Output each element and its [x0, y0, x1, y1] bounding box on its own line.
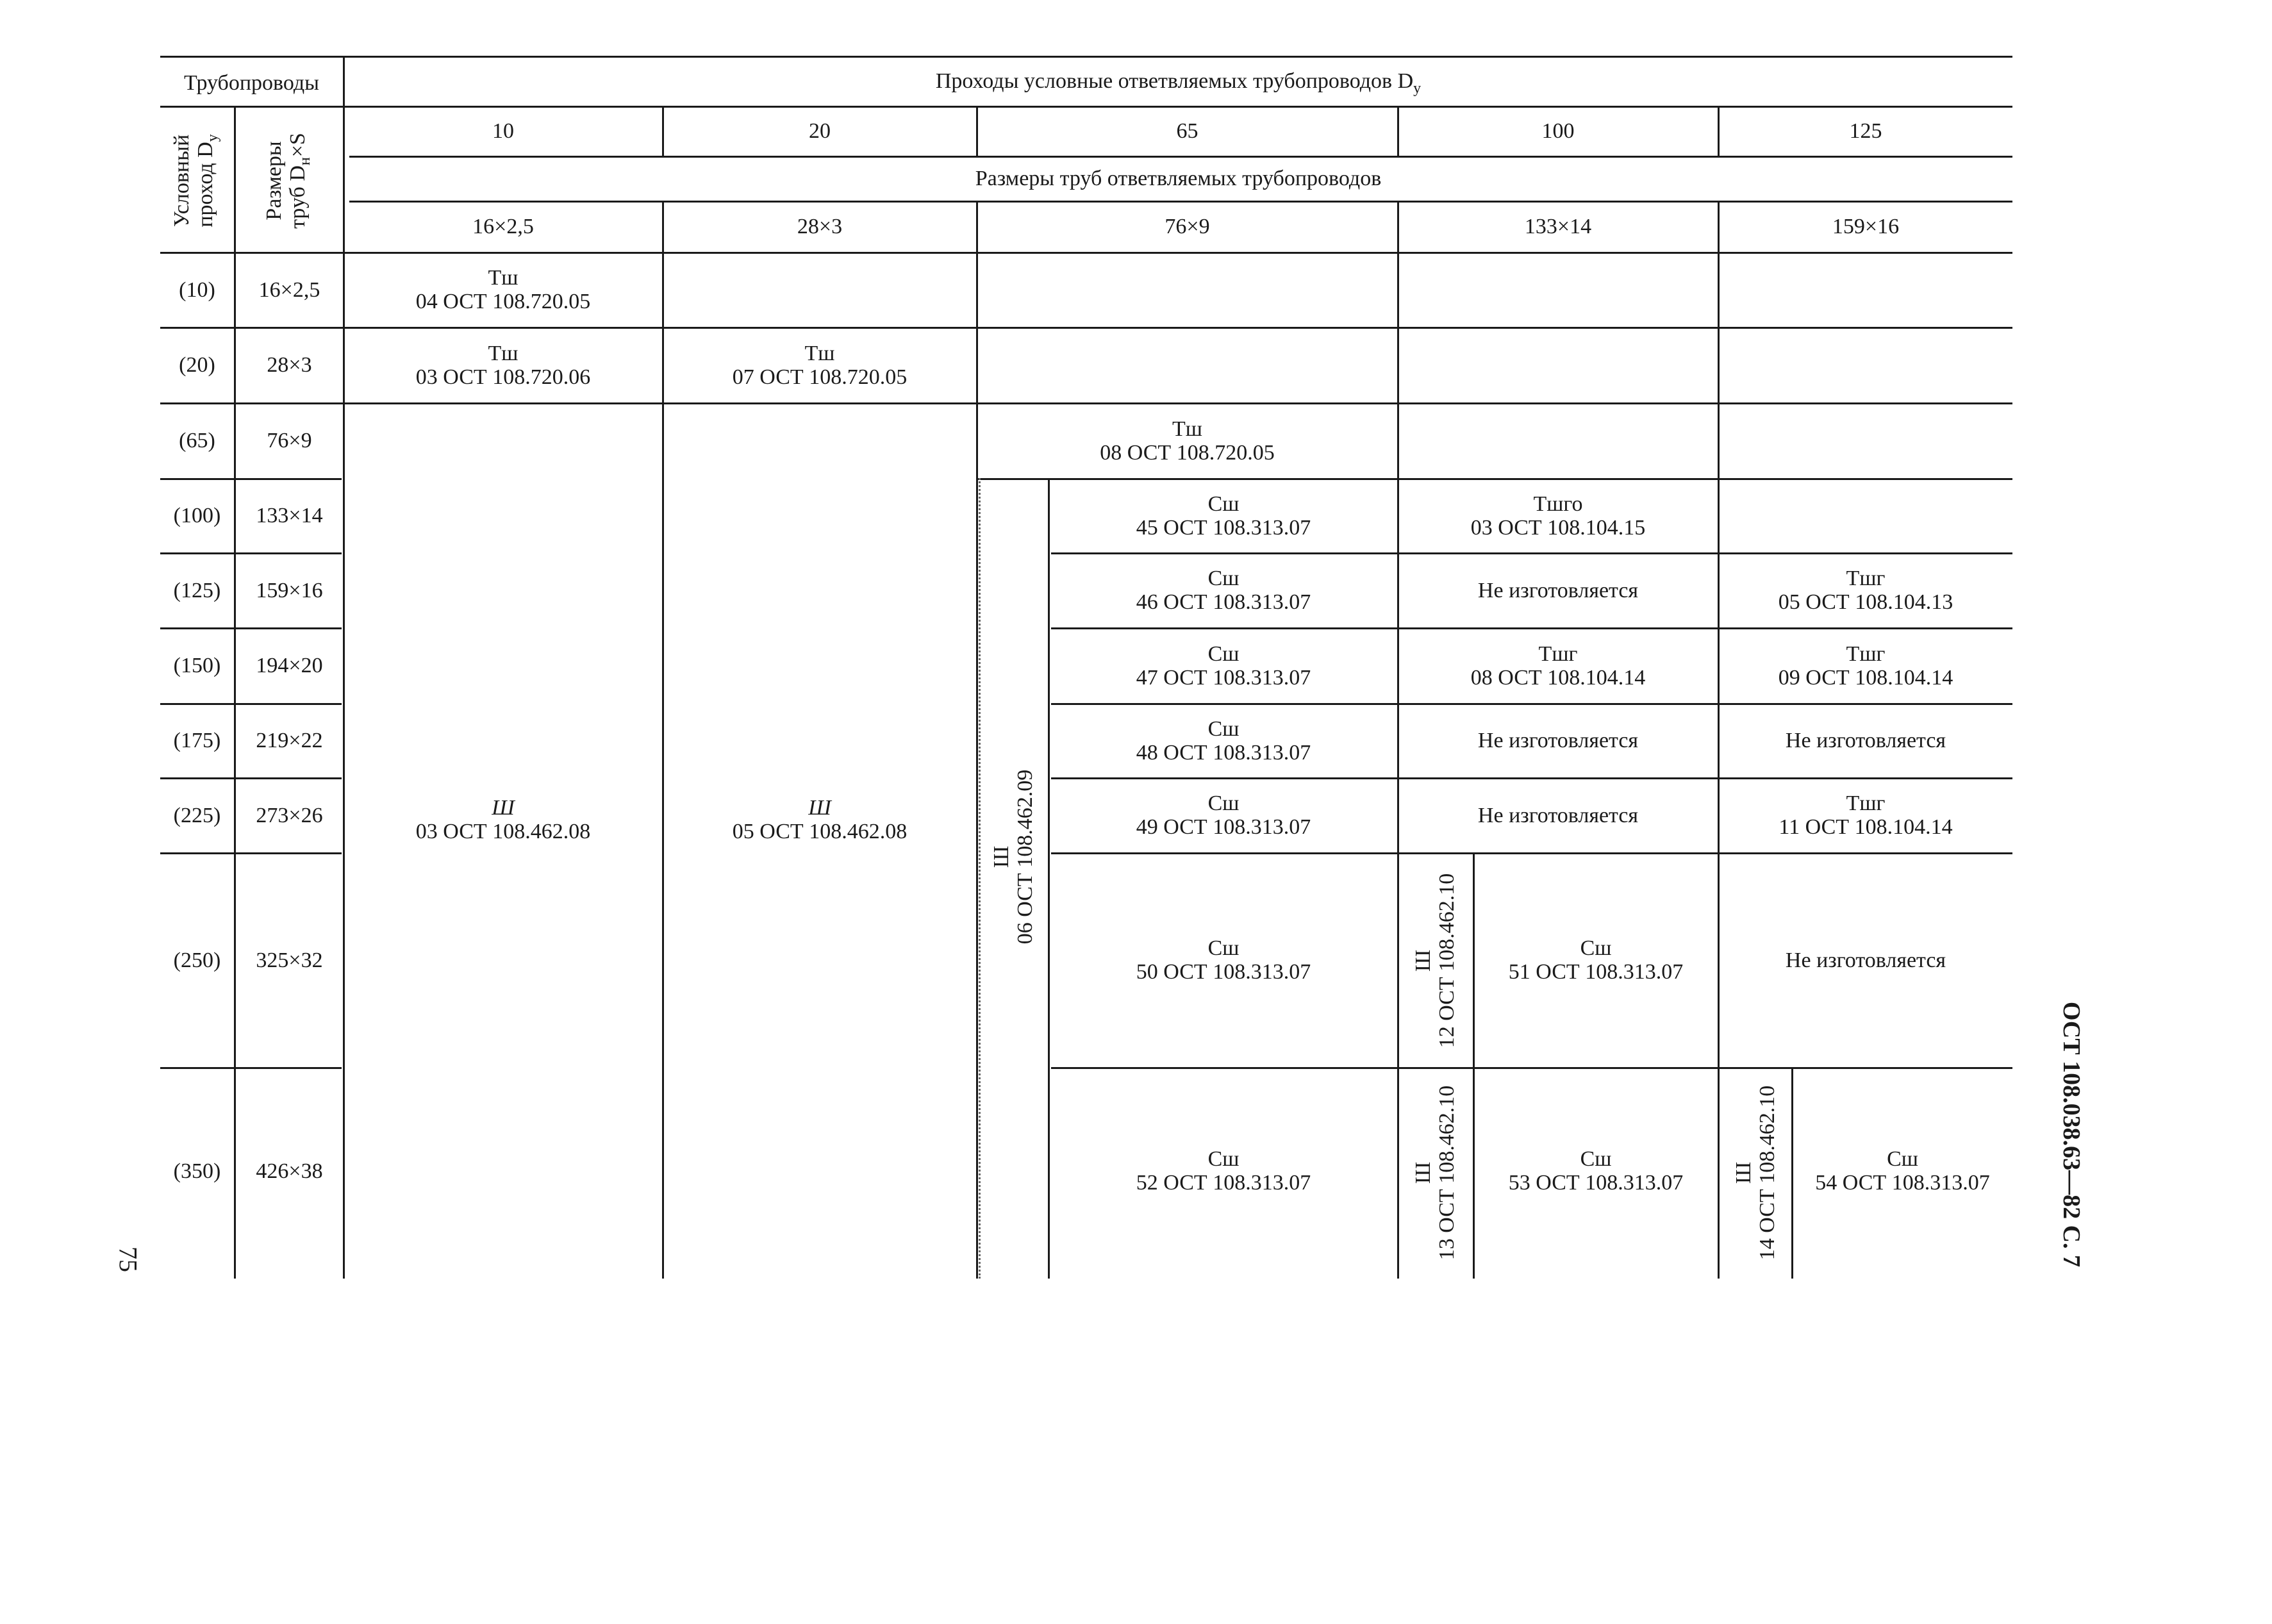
row-dy: (150): [173, 654, 221, 678]
row-size: 325×32: [256, 948, 323, 972]
cell-r175-c100: Не изготовляется: [1477, 729, 1639, 753]
cell-r350-c125-vertical: Ш 14 ОСТ 108.462.10: [1732, 1085, 1779, 1261]
row-dy: (125): [173, 578, 221, 602]
row-dy: (20): [179, 353, 215, 377]
cell-r150-c65: Сш 47 ОСТ 108.313.07: [1136, 642, 1311, 690]
branch-size-100: 133×14: [1524, 215, 1592, 239]
branch-dy-20: 20: [809, 119, 831, 144]
cell-r125-c65: Сш 46 ОСТ 108.313.07: [1136, 567, 1311, 614]
cell-r125-c125: Тшг 05 ОСТ 108.104.13: [1778, 567, 1953, 614]
standard-side-label: ОСТ 108.038.63—82 С. 7: [2058, 1001, 2085, 1268]
row-dy: (100): [173, 504, 221, 528]
row-size: 159×16: [256, 578, 323, 602]
cell-r10-c10: Тш 04 ОСТ 108.720.05: [415, 266, 591, 313]
header-pipelines-text: Трубопроводы: [183, 70, 320, 95]
cell-r225-c100: Не изготовляется: [1477, 803, 1639, 827]
cell-r250-c100: Сш 51 ОСТ 108.313.07: [1508, 936, 1684, 984]
cell-r20-c10: Тш 03 ОСТ 108.720.06: [415, 341, 591, 389]
branch-dy-65: 65: [1176, 119, 1198, 144]
row-dy: (175): [173, 729, 221, 753]
cell-r100-c100: Тшго 03 ОСТ 108.104.15: [1470, 492, 1646, 540]
rule-col-65-dotted: [979, 478, 981, 1279]
branch-size-65: 76×9: [1165, 215, 1210, 239]
cell-r125-c100: Не изготовляется: [1477, 578, 1639, 602]
cell-r350-c125: Сш 54 ОСТ 108.313.07: [1815, 1147, 1990, 1195]
cell-r225-c125: Тшг 11 ОСТ 108.104.14: [1779, 791, 1953, 839]
cell-r250-c65: Сш 50 ОСТ 108.313.07: [1136, 936, 1311, 984]
cell-r250-c125: Не изготовляется: [1785, 948, 1946, 972]
cell-r150-c125: Тшг 09 ОСТ 108.104.14: [1778, 642, 1953, 690]
row-dy: (65): [179, 429, 215, 453]
cell-r100-c65: Сш 45 ОСТ 108.313.07: [1136, 492, 1311, 540]
cell-r350-c100: Сш 53 ОСТ 108.313.07: [1508, 1147, 1684, 1195]
cell-r350-c100-vertical: Ш 13 ОСТ 108.462.10: [1411, 1085, 1459, 1261]
branch-size-125: 159×16: [1832, 215, 1900, 239]
branch-dy-125: 125: [1849, 119, 1882, 144]
cell-r175-c65: Сш 48 ОСТ 108.313.07: [1136, 717, 1311, 765]
row-size: 16×2,5: [258, 278, 320, 302]
page-number: 75: [113, 1247, 143, 1272]
row-dy: (250): [173, 948, 221, 972]
cell-r175-c125: Не изготовляется: [1785, 729, 1946, 753]
cell-r65-c65: Тш 08 ОСТ 108.720.05: [1100, 417, 1275, 465]
row-dy: (225): [173, 803, 221, 827]
cell-r250-c100-vertical: Ш 12 ОСТ 108.462.10: [1411, 873, 1459, 1048]
cell-span-c65-vertical: Ш 06 ОСТ 108.462.09: [990, 769, 1037, 945]
rule-top: [160, 56, 2012, 58]
branch-sizes-title: Размеры труб ответвляемых трубопроводов: [975, 166, 1382, 190]
branch-size-10: 16×2,5: [472, 215, 534, 239]
row-dy: (350): [173, 1159, 221, 1183]
cell-r225-c65: Сш 49 ОСТ 108.313.07: [1136, 791, 1311, 839]
row-size: 194×20: [256, 654, 323, 678]
cell-r150-c100: Тшг 08 ОСТ 108.104.14: [1470, 642, 1646, 690]
row-dy: (10): [179, 278, 215, 302]
row-size: 273×26: [256, 803, 323, 827]
row-size: 426×38: [256, 1159, 323, 1183]
row-size: 28×3: [267, 353, 312, 377]
branch-dy-100: 100: [1541, 119, 1575, 144]
header-passages: [344, 61, 2012, 106]
header-pipe-size: Размеры труб $D_н\times S$: [262, 133, 313, 229]
rule-col-20-body: [976, 201, 978, 1279]
header-nominal-bore: Условный проход $D_у$: [170, 134, 221, 228]
row-size: 76×9: [267, 429, 312, 453]
cell-span-c20: Ш 05 ОСТ 108.462.08: [732, 796, 908, 843]
header-passages-title: Проходы условные ответвляемых трубопроводов $D_у$: [935, 69, 1422, 97]
row-size: 219×22: [256, 729, 323, 753]
cell-r350-c65: Сш 52 ОСТ 108.313.07: [1136, 1147, 1311, 1195]
cell-span-c10: Ш 03 ОСТ 108.462.08: [415, 796, 591, 843]
row-size: 133×14: [256, 504, 323, 528]
cell-r20-c20: Тш 07 ОСТ 108.720.05: [732, 341, 908, 389]
branch-size-20: 28×3: [797, 215, 843, 239]
branch-dy-10: 10: [492, 119, 514, 144]
header-pipelines: [160, 61, 343, 106]
